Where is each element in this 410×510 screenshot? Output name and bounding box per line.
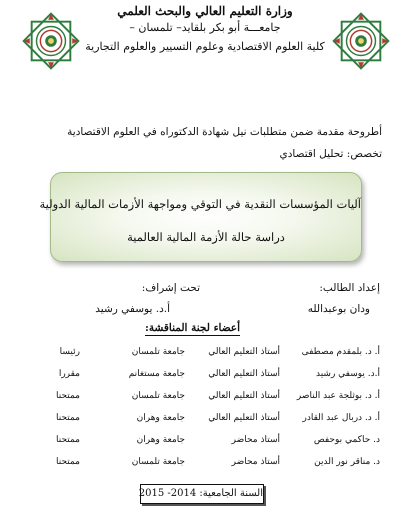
member-rank: أستاذ التعليم العالي bbox=[208, 391, 280, 401]
member-rank: أستاذ محاضر bbox=[231, 457, 280, 467]
member-rank: أستاذ التعليم العالي bbox=[208, 369, 280, 379]
thesis-statement: أطروحة مقدمة ضمن متطلبات نيل شهادة الدكتوراه في العلوم الاقتصادية bbox=[67, 126, 382, 138]
university-name: جامعـــة أبو بكر بلقايد– تلمسان – bbox=[129, 21, 281, 34]
member-name: أ. د. بوثلجة عبد الناصر bbox=[296, 391, 380, 401]
member-university: جامعة وهران bbox=[136, 413, 185, 423]
committee-title: أعضاء لجنة المناقشة: bbox=[145, 322, 240, 334]
ministry-name: وزارة التعليم العالي والبحث العلمي bbox=[117, 4, 293, 18]
member-rank: أستاذ التعليم العالي bbox=[208, 347, 280, 357]
member-role: ممتحنا bbox=[55, 435, 80, 445]
committee-row bbox=[0, 435, 410, 453]
member-name: د. مناقر نور الدين bbox=[314, 457, 380, 467]
university-emblem-left bbox=[22, 12, 80, 70]
committee-row bbox=[0, 391, 410, 409]
member-name: أ. د. بلمقدم مصطفى bbox=[301, 347, 380, 357]
member-role: رئيسا bbox=[59, 347, 80, 357]
member-rank: أستاذ محاضر bbox=[231, 435, 280, 445]
student-name: ودان بوعبدالله bbox=[307, 303, 370, 315]
member-university: جامعة تلمسان bbox=[131, 347, 185, 357]
student-label: إعداد الطالب: bbox=[319, 282, 380, 294]
committee-row bbox=[0, 457, 410, 475]
member-role: ممتحنا bbox=[55, 457, 80, 467]
supervisor-label: تحت إشراف: bbox=[141, 282, 200, 294]
committee-row bbox=[0, 413, 410, 431]
university-emblem-right bbox=[332, 12, 390, 70]
member-role: ممتحنا bbox=[55, 413, 80, 423]
thesis-title: آليات المؤسسات النقدية في التوقي ومواجهة الأزمات المالية الدولية bbox=[39, 197, 361, 211]
member-name: أ.د. يوسفي رشيد bbox=[315, 369, 380, 379]
member-role: ممتحنا bbox=[55, 391, 80, 401]
member-university: جامعة تلمسان bbox=[131, 391, 185, 401]
member-rank: أستاذ التعليم العالي bbox=[208, 413, 280, 423]
member-name: أ. د. دربال عبد القادر bbox=[302, 413, 380, 423]
specialization: تخصص: تحليل اقتصادي bbox=[279, 148, 382, 160]
thesis-title-box bbox=[39, 172, 362, 262]
member-university: جامعة مستغانم bbox=[128, 369, 185, 379]
committee-row bbox=[0, 369, 410, 387]
academic-year-box: السنة الجامعية: 2014- 2015 bbox=[140, 484, 264, 504]
committee-row bbox=[0, 347, 410, 365]
member-role: مقررا bbox=[58, 369, 80, 379]
member-name: د. حاكمي بوحفص bbox=[313, 435, 380, 445]
thesis-subtitle: دراسة حالة الأزمة المالية العالمية bbox=[127, 230, 285, 244]
supervisor-name: أ.د. يوسفي رشيد bbox=[95, 303, 170, 315]
member-university: جامعة وهران bbox=[136, 435, 185, 445]
faculty-name: كلية العلوم الاقتصادية وعلوم التسيير والعلوم التجارية bbox=[85, 40, 325, 53]
member-university: جامعة تلمسان bbox=[131, 457, 185, 467]
